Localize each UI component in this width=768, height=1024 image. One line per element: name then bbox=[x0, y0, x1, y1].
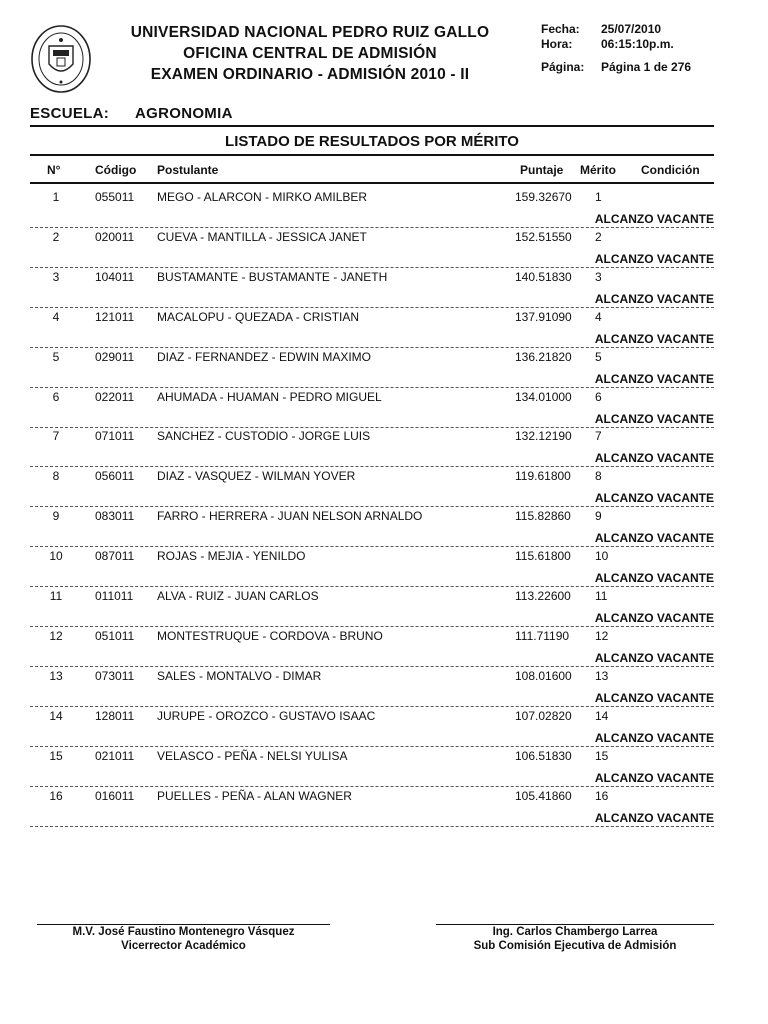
row-divider bbox=[30, 746, 714, 747]
signature-line-right bbox=[436, 924, 714, 925]
cell-n: 7 bbox=[52, 429, 60, 444]
column-header-puntaje: Puntaje bbox=[520, 163, 564, 177]
cell-condicion: ALCANZO VACANTE bbox=[594, 770, 714, 785]
pagina-label: Página: bbox=[541, 60, 585, 74]
table-row bbox=[0, 389, 768, 429]
cell-condicion: ALCANZO VACANTE bbox=[594, 810, 714, 825]
column-header-condicion: Condición bbox=[641, 163, 700, 177]
divider bbox=[30, 182, 714, 184]
row-divider bbox=[30, 267, 714, 268]
pagina-value: Página 1 de 276 bbox=[601, 60, 692, 74]
cell-postulante: DIAZ - VASQUEZ - WILMAN YOVER bbox=[157, 469, 356, 484]
row-divider bbox=[30, 706, 714, 707]
row-divider bbox=[30, 347, 714, 348]
cell-puntaje: 152.51550 bbox=[515, 229, 572, 244]
cell-puntaje: 159.32670 bbox=[515, 190, 572, 204]
cell-condicion: ALCANZO VACANTE bbox=[594, 690, 714, 705]
cell-postulante: SANCHEZ - CUSTODIO - JORGE LUIS bbox=[157, 429, 371, 444]
cell-merito: 11 bbox=[595, 589, 608, 603]
signature-right-role: Sub Comisión Ejecutiva de Admisión bbox=[473, 940, 677, 952]
cell-postulante: DIAZ - FERNANDEZ - EDWIN MAXIMO bbox=[157, 349, 371, 364]
office-name: OFICINA CENTRAL DE ADMISIÓN bbox=[183, 45, 437, 62]
cell-postulante: MACALOPU - QUEZADA - CRISTIAN bbox=[157, 309, 360, 324]
cell-postulante: BUSTAMANTE - BUSTAMANTE - JANETH bbox=[157, 269, 388, 284]
cell-codigo: 083011 bbox=[95, 509, 135, 524]
row-divider bbox=[30, 506, 714, 507]
cell-codigo: 073011 bbox=[95, 668, 135, 683]
cell-condicion: ALCANZO VACANTE bbox=[594, 251, 714, 266]
table-row bbox=[0, 548, 768, 588]
cell-puntaje: 115.61800 bbox=[515, 549, 571, 564]
row-divider bbox=[30, 307, 714, 308]
escuela-label: ESCUELA: bbox=[30, 105, 110, 122]
cell-condicion: ALCANZO VACANTE bbox=[594, 212, 714, 226]
table-row bbox=[0, 788, 768, 828]
cell-condicion: ALCANZO VACANTE bbox=[594, 611, 714, 625]
cell-codigo: 071011 bbox=[95, 429, 135, 444]
row-divider bbox=[30, 626, 714, 627]
cell-postulante: MONTESTRUQUE - CORDOVA - BRUNO bbox=[157, 628, 383, 643]
cell-puntaje: 134.01000 bbox=[515, 389, 572, 404]
cell-codigo: 055011 bbox=[95, 190, 135, 204]
cell-merito: 4 bbox=[595, 309, 602, 324]
cell-merito: 16 bbox=[595, 788, 609, 803]
cell-codigo: 011011 bbox=[95, 589, 134, 603]
cell-postulante: CUEVA - MANTILLA - JESSICA JANET bbox=[157, 229, 367, 244]
cell-puntaje: 132.12190 bbox=[515, 429, 572, 444]
cell-codigo: 051011 bbox=[95, 628, 135, 643]
cell-codigo: 128011 bbox=[95, 708, 135, 723]
column-header-postulante: Postulante bbox=[157, 163, 219, 177]
table-row bbox=[0, 229, 768, 269]
column-header-merito: Mérito bbox=[580, 163, 616, 177]
cell-codigo: 121011 bbox=[95, 309, 135, 324]
table-row bbox=[0, 189, 768, 229]
exam-title: EXAMEN ORDINARIO - ADMISIÓN 2010 - II bbox=[150, 66, 470, 83]
cell-condicion: ALCANZO VACANTE bbox=[594, 411, 714, 426]
cell-condicion: ALCANZO VACANTE bbox=[594, 491, 714, 506]
cell-n: 3 bbox=[52, 269, 60, 284]
cell-n: 16 bbox=[49, 788, 63, 803]
fecha-label: Fecha: bbox=[541, 22, 580, 36]
table-row bbox=[0, 309, 768, 349]
column-header-codigo: Código bbox=[95, 163, 137, 177]
cell-merito: 10 bbox=[595, 549, 609, 564]
row-divider bbox=[30, 466, 714, 467]
cell-merito: 12 bbox=[595, 628, 609, 643]
cell-puntaje: 113.22600 bbox=[515, 589, 571, 603]
hora-label: Hora: bbox=[541, 37, 573, 51]
signature-left-name: M.V. José Faustino Montenegro Vásquez bbox=[72, 926, 295, 938]
cell-codigo: 104011 bbox=[95, 269, 135, 284]
cell-puntaje: 105.41860 bbox=[515, 788, 572, 803]
row-divider bbox=[30, 387, 714, 388]
cell-puntaje: 136.21820 bbox=[515, 349, 572, 364]
cell-codigo: 020011 bbox=[95, 229, 135, 244]
escuela-value: AGRONOMIA bbox=[135, 105, 233, 122]
cell-puntaje: 137.91090 bbox=[515, 309, 572, 324]
table-row bbox=[0, 588, 768, 628]
cell-n: 12 bbox=[49, 628, 63, 643]
cell-merito: 5 bbox=[595, 349, 602, 364]
cell-n: 10 bbox=[49, 549, 63, 564]
cell-postulante: AHUMADA - HUAMAN - PEDRO MIGUEL bbox=[157, 389, 382, 404]
cell-condicion: ALCANZO VACANTE bbox=[594, 291, 714, 306]
cell-condicion: ALCANZO VACANTE bbox=[594, 331, 714, 346]
table-row bbox=[0, 468, 768, 508]
cell-merito: 2 bbox=[595, 229, 602, 244]
cell-n: 1 bbox=[52, 190, 60, 204]
cell-codigo: 029011 bbox=[95, 349, 135, 364]
cell-codigo: 016011 bbox=[95, 788, 135, 803]
cell-postulante: ROJAS - MEJIA - YENILDO bbox=[157, 549, 306, 564]
fecha-value: 25/07/2010 bbox=[601, 22, 662, 36]
cell-condicion: ALCANZO VACANTE bbox=[594, 730, 714, 745]
cell-n: 6 bbox=[52, 389, 60, 404]
signature-right-name: Ing. Carlos Chambergo Larrea bbox=[492, 926, 658, 938]
cell-condicion: ALCANZO VACANTE bbox=[594, 531, 714, 546]
cell-codigo: 056011 bbox=[95, 469, 135, 484]
cell-postulante: FARRO - HERRERA - JUAN NELSON ARNALDO bbox=[157, 509, 423, 524]
cell-postulante: PUELLES - PEÑA - ALAN WAGNER bbox=[157, 788, 352, 803]
cell-codigo: 022011 bbox=[95, 389, 135, 404]
row-divider bbox=[30, 666, 714, 667]
table-row bbox=[0, 269, 768, 309]
cell-merito: 1 bbox=[595, 190, 602, 204]
cell-n: 4 bbox=[52, 309, 60, 324]
cell-postulante: ALVA - RUIZ - JUAN CARLOS bbox=[157, 589, 319, 603]
cell-n: 11 bbox=[49, 589, 63, 603]
cell-condicion: ALCANZO VACANTE bbox=[594, 371, 714, 386]
cell-postulante: JURUPE - OROZCO - GUSTAVO ISAAC bbox=[157, 708, 376, 723]
cell-merito: 7 bbox=[595, 429, 602, 444]
divider bbox=[30, 154, 714, 156]
table-row bbox=[0, 708, 768, 748]
hora-value: 06:15:10p.m. bbox=[601, 37, 674, 51]
cell-condicion: ALCANZO VACANTE bbox=[594, 571, 714, 586]
cell-postulante: MEGO - ALARCON - MIRKO AMILBER bbox=[157, 190, 368, 204]
cell-n: 2 bbox=[52, 229, 60, 244]
row-divider bbox=[30, 546, 714, 547]
cell-condicion: ALCANZO VACANTE bbox=[594, 451, 714, 466]
cell-puntaje: 106.51830 bbox=[515, 748, 572, 763]
cell-postulante: SALES - MONTALVO - DIMAR bbox=[157, 668, 322, 683]
table-row bbox=[0, 428, 768, 468]
table-row bbox=[0, 748, 768, 788]
cell-merito: 14 bbox=[595, 708, 609, 723]
row-divider bbox=[30, 586, 714, 587]
cell-n: 5 bbox=[52, 349, 60, 364]
signature-line-left bbox=[37, 924, 330, 925]
cell-puntaje: 140.51830 bbox=[515, 269, 572, 284]
divider bbox=[30, 125, 714, 127]
table-row bbox=[0, 628, 768, 668]
listado-title: LISTADO DE RESULTADOS POR MÉRITO bbox=[225, 133, 519, 150]
table-row bbox=[0, 668, 768, 708]
university-name: UNIVERSIDAD NACIONAL PEDRO RUIZ GALLO bbox=[130, 24, 490, 41]
signature-left-role: Vicerrector Académico bbox=[121, 940, 246, 952]
cell-puntaje: 119.61800 bbox=[515, 469, 571, 484]
row-divider bbox=[30, 227, 714, 228]
cell-codigo: 087011 bbox=[95, 549, 135, 564]
cell-merito: 8 bbox=[595, 469, 602, 484]
column-header-n: N° bbox=[47, 163, 61, 177]
cell-n: 13 bbox=[49, 668, 63, 683]
cell-codigo: 021011 bbox=[95, 748, 135, 763]
table-row bbox=[0, 349, 768, 389]
university-seal-icon bbox=[30, 24, 92, 94]
cell-puntaje: 115.82860 bbox=[515, 509, 571, 524]
cell-n: 15 bbox=[49, 748, 63, 763]
cell-merito: 3 bbox=[595, 269, 602, 284]
cell-puntaje: 108.01600 bbox=[515, 668, 572, 683]
row-divider bbox=[30, 826, 714, 827]
cell-puntaje: 111.71190 bbox=[515, 628, 570, 643]
cell-postulante: VELASCO - PEÑA - NELSI YULISA bbox=[157, 748, 348, 763]
cell-merito: 9 bbox=[595, 509, 602, 524]
cell-n: 14 bbox=[49, 708, 63, 723]
cell-merito: 15 bbox=[595, 748, 609, 763]
table-row bbox=[0, 508, 768, 548]
cell-n: 9 bbox=[52, 509, 60, 524]
cell-merito: 13 bbox=[595, 668, 609, 683]
cell-condicion: ALCANZO VACANTE bbox=[594, 650, 714, 665]
cell-merito: 6 bbox=[595, 389, 602, 404]
cell-puntaje: 107.02820 bbox=[515, 708, 572, 723]
row-divider bbox=[30, 786, 714, 787]
row-divider bbox=[30, 427, 714, 428]
cell-n: 8 bbox=[52, 469, 60, 484]
